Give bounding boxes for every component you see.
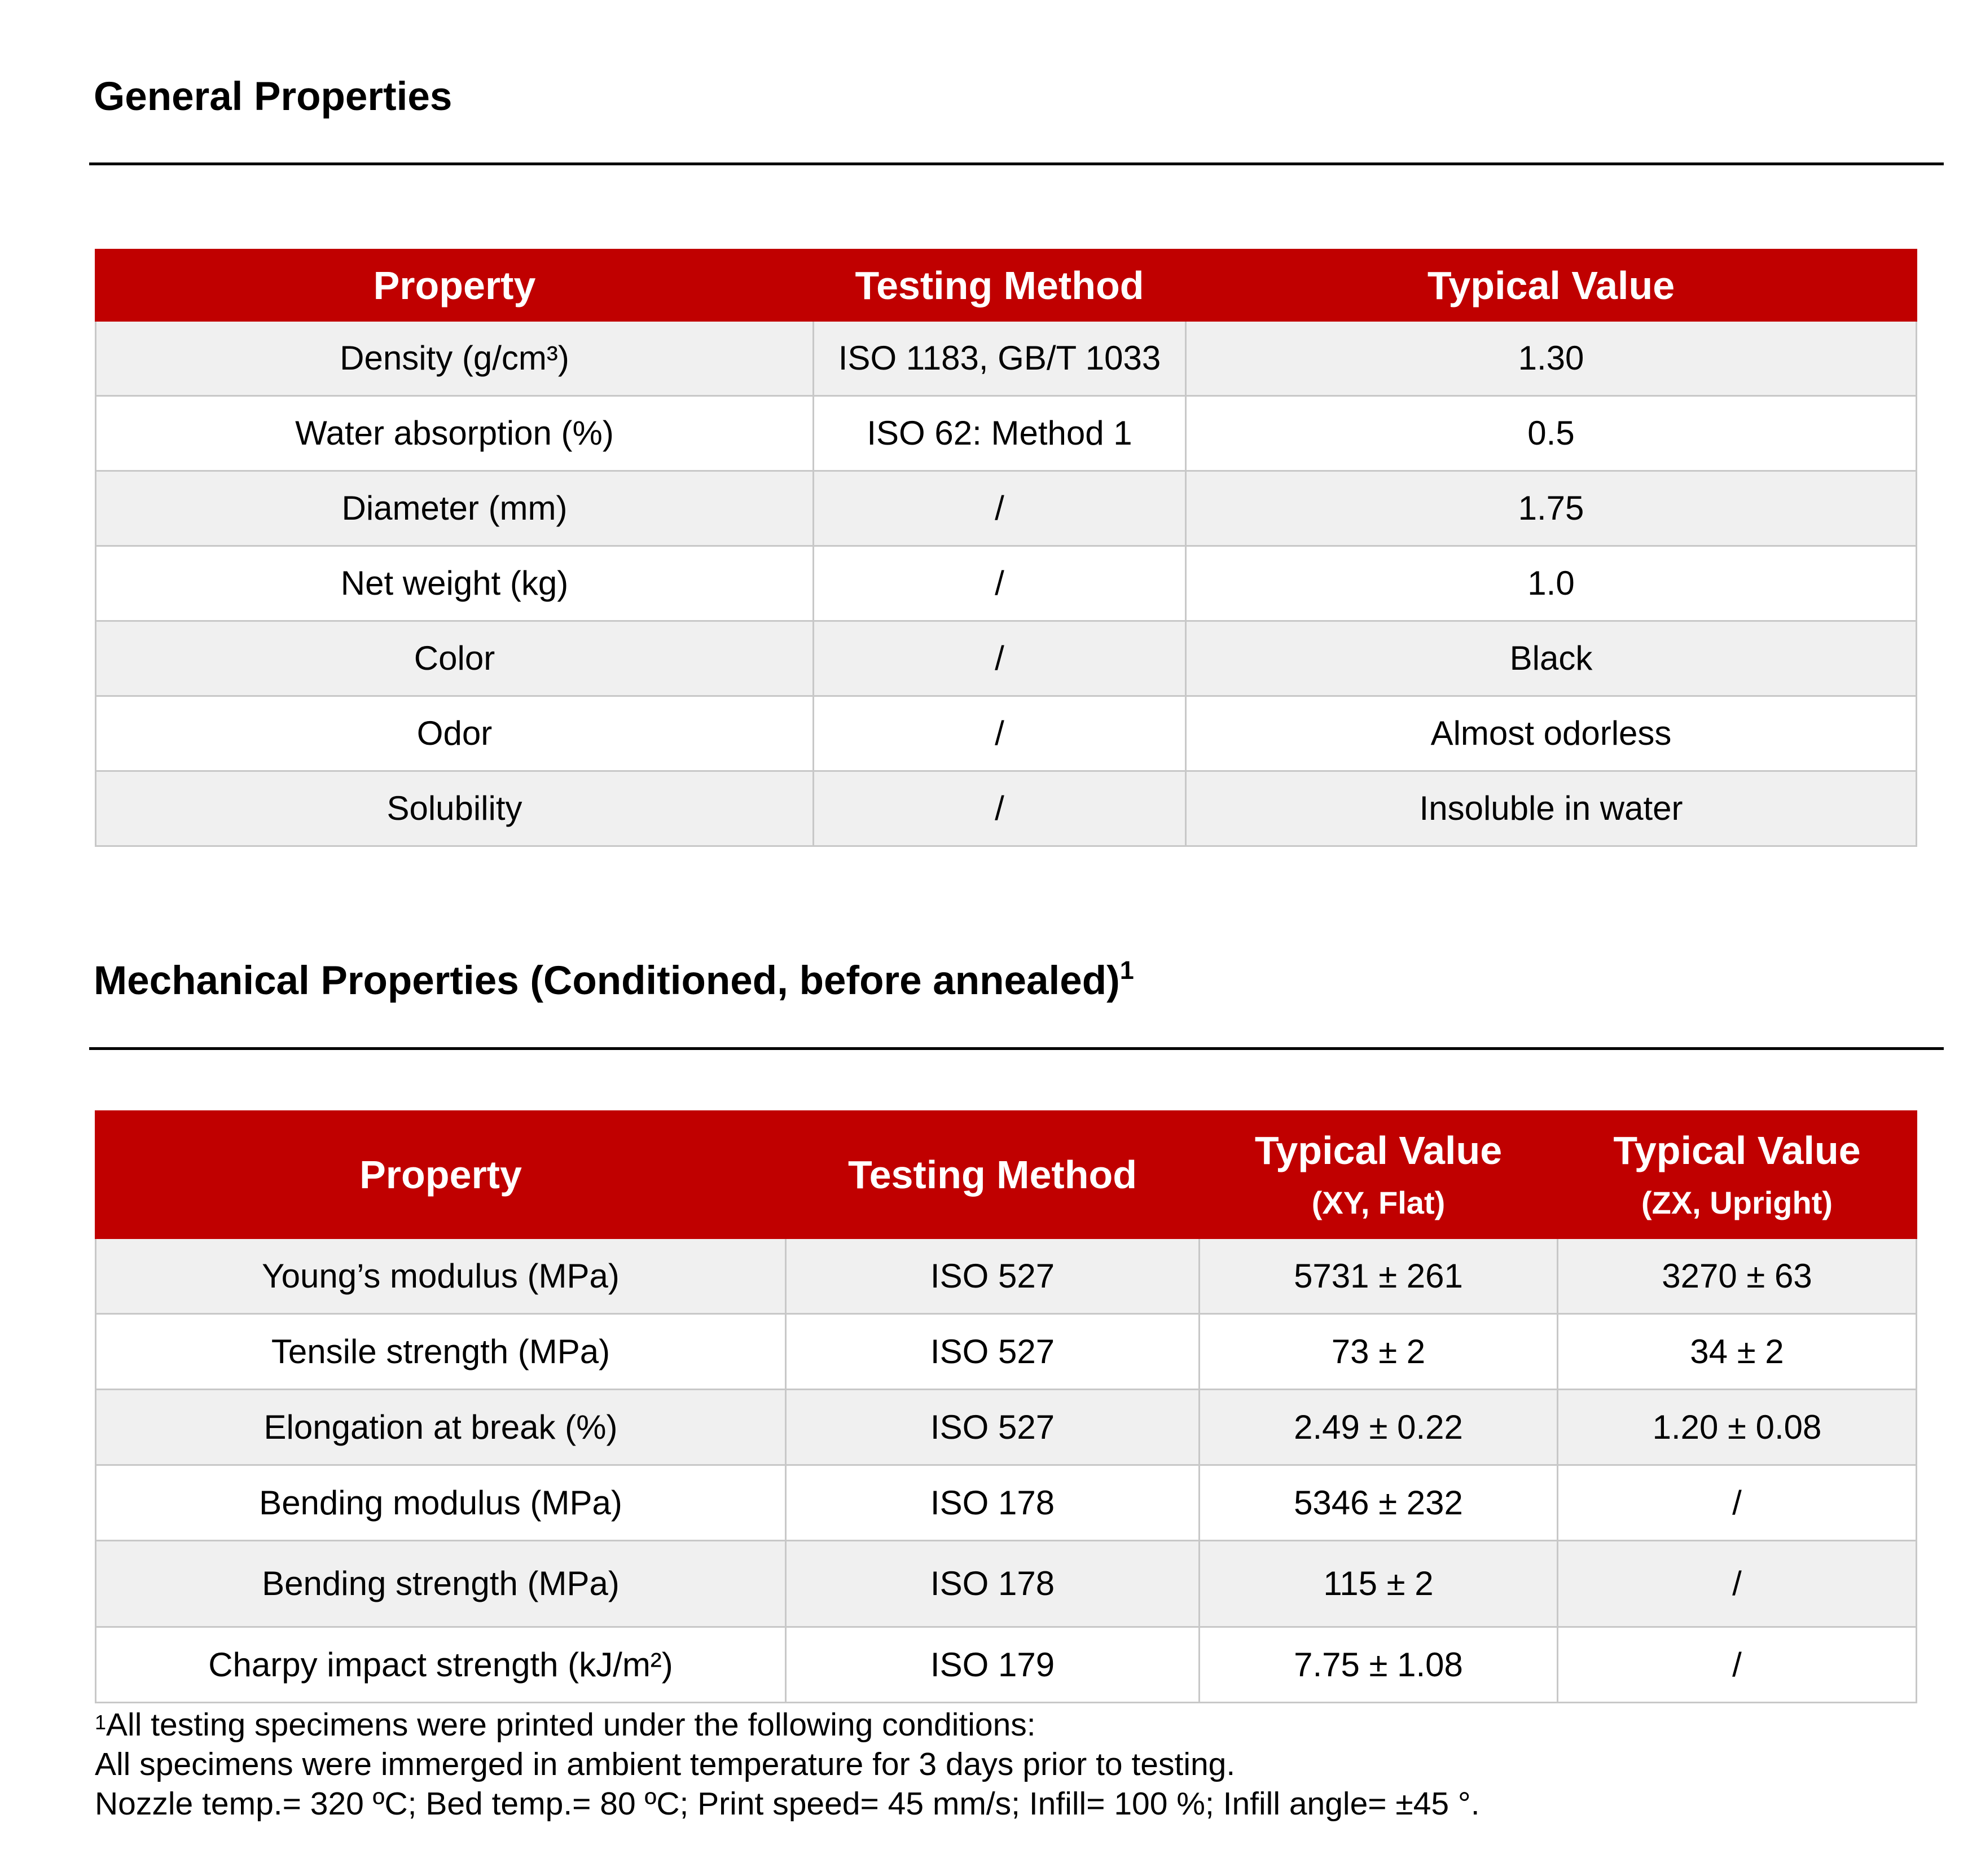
cell-method: / [814,471,1186,546]
cell-value-xy: 7.75 ± 1.08 [1200,1627,1558,1703]
cell-value: Almost odorless [1186,696,1917,771]
cell-method: ISO 179 [786,1627,1200,1703]
cell-method: ISO 178 [786,1465,1200,1541]
cell-value-zx: 3270 ± 63 [1558,1238,1917,1314]
footnote-line: All specimens were immerged in ambient temperature for 3 days prior to testing. [95,1746,1236,1782]
cell-property: Bending modulus (MPa) [96,1465,786,1541]
cell-method: / [814,696,1186,771]
header-typical-value-xy: Typical Value (XY, Flat) [1200,1111,1558,1238]
table-row [96,321,1917,396]
table-row [96,1238,1917,1314]
table-row [96,771,1917,846]
cell-property: Charpy impact strength (kJ/m²) [96,1627,786,1703]
header-property: Property [96,250,814,321]
cell-method: ISO 1183, GB/T 1033 [814,321,1186,396]
cell-property: Elongation at break (%) [96,1390,786,1465]
cell-property: Color [96,621,814,696]
cell-property: Net weight (kg) [96,546,814,621]
cell-value-xy: 5731 ± 261 [1200,1238,1558,1314]
cell-value-zx: / [1558,1465,1917,1541]
cell-property: Tensile strength (MPa) [96,1314,786,1390]
cell-value-xy: 5346 ± 232 [1200,1465,1558,1541]
cell-property: Young’s modulus (MPa) [96,1238,786,1314]
table-row [96,696,1917,771]
footnote-line: $^1$All testing specimens were printed under the following conditions: [95,1707,1036,1743]
table-row [96,1465,1917,1541]
footnote-ref: 1 [1119,956,1134,985]
cell-value-zx: 34 ± 2 [1558,1314,1917,1390]
general-properties-title: General Properties [94,74,453,119]
cell-value-xy: 73 ± 2 [1200,1314,1558,1390]
table-row [96,1627,1917,1703]
general-properties-table [95,249,1917,847]
cell-property: Diameter (mm) [96,471,814,546]
header-property: Property [96,1111,786,1238]
table-row [96,396,1917,471]
cell-method: ISO 527 [786,1390,1200,1465]
cell-method: ISO 62: Method 1 [814,396,1186,471]
table-row [96,546,1917,621]
cell-method: ISO 527 [786,1238,1200,1314]
cell-method: ISO 527 [786,1314,1200,1390]
header-subtitle: (XY, Flat) [1311,1185,1446,1220]
cell-method: ISO 178 [786,1541,1200,1627]
cell-method: / [814,771,1186,846]
cell-value: 1.0 [1186,546,1917,621]
footnote-line: Nozzle temp.= 320 ºC; Bed temp.= 80 ºC; Print speed= 45 mm/s; Infill= 100 %; Infill angle= ±45 °. [95,1786,1480,1822]
footnote [95,1705,1480,1824]
header-testing-method: Testing Method [786,1111,1200,1238]
table-row [96,621,1917,696]
header-typical-value: Typical Value [1186,250,1917,321]
header-typical-value-zx: Typical Value (ZX, Upright) [1558,1111,1917,1238]
cell-value-xy: 2.49 ± 0.22 [1200,1390,1558,1465]
header-subtitle: (ZX, Upright) [1641,1185,1833,1220]
cell-value-zx: / [1558,1541,1917,1627]
cell-value: 1.75 [1186,471,1917,546]
cell-property: Solubility [96,771,814,846]
general-divider [89,162,1944,165]
cell-property: Odor [96,696,814,771]
cell-property: Bending strength (MPa) [96,1541,786,1627]
cell-value-zx: 1.20 ± 0.08 [1558,1390,1917,1465]
cell-value: Black [1186,621,1917,696]
cell-property: Density (g/cm³) [96,321,814,396]
footnote-marker: 1 [95,1711,107,1734]
mechanical-divider [89,1047,1944,1050]
cell-property: Water absorption (%) [96,396,814,471]
table-row [96,471,1917,546]
header-testing-method: Testing Method [814,250,1186,321]
cell-value-xy: 115 ± 2 [1200,1541,1558,1627]
cell-method: / [814,621,1186,696]
table-row [96,1314,1917,1390]
cell-value: Insoluble in water [1186,771,1917,846]
cell-value: 0.5 [1186,396,1917,471]
table-row [96,1390,1917,1465]
cell-value-zx: / [1558,1627,1917,1703]
mechanical-properties-table [95,1110,1917,1703]
table-header-row [96,1111,1917,1238]
table-header-row [96,250,1917,321]
mechanical-properties-title: Mechanical Properties (Conditioned, before annealed)$^1$ [94,956,1134,1003]
cell-value: 1.30 [1186,321,1917,396]
cell-method: / [814,546,1186,621]
table-row [96,1541,1917,1627]
